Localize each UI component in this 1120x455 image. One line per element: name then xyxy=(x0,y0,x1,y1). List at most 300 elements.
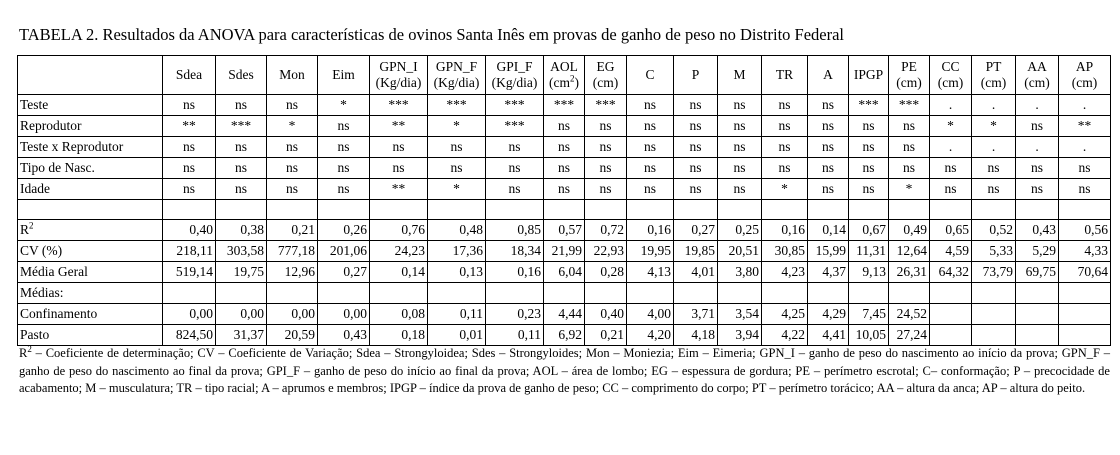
table-cell: ns xyxy=(318,158,370,179)
table-cell: 4,22 xyxy=(762,325,808,346)
table-cell: ns xyxy=(318,116,370,137)
table-cell: . xyxy=(1059,95,1111,116)
column-header-unit: (cm) xyxy=(896,75,922,90)
empty-cell xyxy=(370,283,428,304)
table-cell: 7,45 xyxy=(849,304,889,325)
table-cell: ns xyxy=(267,158,318,179)
column-header-name: Eim xyxy=(332,67,355,82)
table-cell: 22,93 xyxy=(585,241,627,262)
table-cell: ns xyxy=(762,95,808,116)
table-cell xyxy=(1059,304,1111,325)
table-cell: . xyxy=(930,137,972,158)
table-cell: ns xyxy=(585,137,627,158)
table-cell: ns xyxy=(889,116,930,137)
column-header-name: AOL xyxy=(550,59,578,74)
table-cell: 218,11 xyxy=(163,241,216,262)
table-cell xyxy=(972,325,1016,346)
table-cell: 0,14 xyxy=(370,262,428,283)
column-header-name: PE xyxy=(901,59,917,74)
table-cell: ns xyxy=(1016,179,1059,200)
table-cell: ns xyxy=(267,137,318,158)
row-label xyxy=(18,241,163,262)
row-label xyxy=(18,95,163,116)
row-label xyxy=(18,262,163,283)
table-cell: ns xyxy=(267,179,318,200)
table-cell: *** xyxy=(428,95,486,116)
column-header xyxy=(1016,56,1059,95)
empty-cell xyxy=(216,200,267,220)
table-cell: 0,16 xyxy=(627,220,674,241)
table-cell: ns xyxy=(674,158,718,179)
table-cell: ns xyxy=(370,137,428,158)
column-header-name: GPI_F xyxy=(496,59,533,74)
table-cell: ns xyxy=(216,95,267,116)
row-label-text: R xyxy=(20,222,30,237)
empty-cell xyxy=(486,283,544,304)
table-cell: . xyxy=(930,95,972,116)
table-cell: 3,94 xyxy=(718,325,762,346)
empty-cell xyxy=(1059,283,1111,304)
table-cell: ns xyxy=(544,137,585,158)
column-header-unit: (cm) xyxy=(1071,75,1098,90)
column-header-unit: (cm) xyxy=(980,75,1007,90)
column-header-name: EG xyxy=(596,59,615,74)
column-header-name: AP xyxy=(1075,59,1094,74)
table-cell: 4,25 xyxy=(762,304,808,325)
empty-cell xyxy=(718,200,762,220)
table-cell: 0,01 xyxy=(428,325,486,346)
table-cell: 0,00 xyxy=(267,304,318,325)
empty-cell xyxy=(718,283,762,304)
table-cell: * xyxy=(930,116,972,137)
column-header xyxy=(808,56,849,95)
table-cell: 0,16 xyxy=(486,262,544,283)
table-cell: ns xyxy=(163,179,216,200)
table-cell: 0,40 xyxy=(163,220,216,241)
column-header xyxy=(163,56,216,95)
column-header-name: CC xyxy=(941,59,960,74)
table-cell: ns xyxy=(486,158,544,179)
table-cell: ns xyxy=(627,95,674,116)
column-header xyxy=(428,56,486,95)
table-cell: ** xyxy=(163,116,216,137)
table-cell: ns xyxy=(627,137,674,158)
table-cell: 0,43 xyxy=(318,325,370,346)
table-cell: ns xyxy=(762,158,808,179)
table-cell: 19,85 xyxy=(674,241,718,262)
table-cell: 5,29 xyxy=(1016,241,1059,262)
means-row xyxy=(18,304,1111,325)
table-cell: ns xyxy=(718,137,762,158)
spacer-row xyxy=(18,200,1111,220)
column-header xyxy=(318,56,370,95)
table-cell: 0,72 xyxy=(585,220,627,241)
table-cell: 0,43 xyxy=(1016,220,1059,241)
table-cell: ns xyxy=(163,158,216,179)
empty-cell xyxy=(627,200,674,220)
table-cell xyxy=(1016,304,1059,325)
empty-cell xyxy=(762,283,808,304)
anova-table xyxy=(17,55,1111,346)
row-label-text: Reprodutor xyxy=(20,118,82,133)
table-cell: 15,99 xyxy=(808,241,849,262)
table-cell: * xyxy=(428,116,486,137)
table-cell: 6,92 xyxy=(544,325,585,346)
significance-row xyxy=(18,137,1111,158)
column-header xyxy=(585,56,627,95)
column-header-unit: (cm) xyxy=(937,75,964,90)
column-header xyxy=(267,56,318,95)
table-cell: ns xyxy=(808,158,849,179)
column-header-unit: (cm xyxy=(549,75,570,90)
table-cell: ns xyxy=(216,179,267,200)
table-cell: ns xyxy=(930,179,972,200)
table-cell: 0,23 xyxy=(486,304,544,325)
table-cell: 0,14 xyxy=(808,220,849,241)
footnote-r2-superscript: 2 xyxy=(27,343,32,354)
column-header-unit-superscript: 2 xyxy=(570,73,575,84)
table-cell: ns xyxy=(544,158,585,179)
header-corner-cell xyxy=(18,56,163,95)
table-cell: 0,00 xyxy=(163,304,216,325)
row-label-text: Pasto xyxy=(20,327,50,342)
table-cell: 824,50 xyxy=(163,325,216,346)
table-cell: 0,76 xyxy=(370,220,428,241)
table-cell: 4,33 xyxy=(1059,241,1111,262)
table-cell: 0,28 xyxy=(585,262,627,283)
table-cell xyxy=(1059,325,1111,346)
table-cell: ns xyxy=(889,137,930,158)
means-row xyxy=(18,325,1111,346)
row-label xyxy=(18,220,163,241)
table-cell: ns xyxy=(930,158,972,179)
column-header-unit: (Kg/dia) xyxy=(491,75,538,90)
table-cell: 4,59 xyxy=(930,241,972,262)
row-label xyxy=(18,304,163,325)
empty-cell xyxy=(808,283,849,304)
column-header xyxy=(674,56,718,95)
empty-cell xyxy=(674,200,718,220)
table-cell xyxy=(930,325,972,346)
statistic-row xyxy=(18,262,1111,283)
table-cell: 201,06 xyxy=(318,241,370,262)
table-cell: 4,18 xyxy=(674,325,718,346)
table-cell: * xyxy=(428,179,486,200)
table-cell: 3,80 xyxy=(718,262,762,283)
column-header-unit: (Kg/dia) xyxy=(433,75,480,90)
table-cell: 0,49 xyxy=(889,220,930,241)
column-header xyxy=(930,56,972,95)
table-cell xyxy=(930,304,972,325)
table-cell: ns xyxy=(1059,179,1111,200)
significance-row xyxy=(18,116,1111,137)
empty-cell xyxy=(267,200,318,220)
table-cell: 0,00 xyxy=(318,304,370,325)
table-cell: 0,11 xyxy=(486,325,544,346)
table-cell: 30,85 xyxy=(762,241,808,262)
empty-cell xyxy=(544,200,585,220)
column-header xyxy=(216,56,267,95)
empty-cell xyxy=(1016,283,1059,304)
row-label-text: Teste xyxy=(20,97,49,112)
table-footnote xyxy=(19,345,1110,398)
empty-cell xyxy=(216,283,267,304)
table-cell: 19,75 xyxy=(216,262,267,283)
column-header xyxy=(544,56,585,95)
table-cell: 6,04 xyxy=(544,262,585,283)
table-cell: 9,13 xyxy=(849,262,889,283)
footnote-r2-symbol: R xyxy=(19,346,28,360)
column-header-name: Sdes xyxy=(228,67,254,82)
table-cell: ns xyxy=(486,179,544,200)
column-header-name: M xyxy=(733,67,746,82)
table-cell: * xyxy=(267,116,318,137)
table-cell: 4,00 xyxy=(627,304,674,325)
column-header xyxy=(486,56,544,95)
anova-table-container xyxy=(17,55,1110,346)
empty-cell xyxy=(318,200,370,220)
table-cell: 4,37 xyxy=(808,262,849,283)
table-cell: ns xyxy=(972,158,1016,179)
column-header-unit: (cm) xyxy=(592,75,619,90)
row-label xyxy=(18,158,163,179)
table-cell: ns xyxy=(318,137,370,158)
table-cell: ns xyxy=(627,116,674,137)
table-cell: 26,31 xyxy=(889,262,930,283)
table-cell: ns xyxy=(718,95,762,116)
table-cell: ns xyxy=(849,116,889,137)
table-cell: 0,52 xyxy=(972,220,1016,241)
table-header-row xyxy=(18,56,1111,95)
table-cell: ns xyxy=(216,158,267,179)
table-cell: 18,34 xyxy=(486,241,544,262)
column-header-name: C xyxy=(645,67,655,82)
table-cell: ns xyxy=(718,179,762,200)
table-cell: 0,40 xyxy=(585,304,627,325)
table-cell: ns xyxy=(674,179,718,200)
table-cell: ns xyxy=(318,179,370,200)
table-cell: 519,14 xyxy=(163,262,216,283)
footnote-text: – Coeficiente de determinação; CV – Coeficiente de Variação; Sdea – Strongyloidea; Sdes – Strongyloides; Mon – Moniezia; Eim – Eimeria; GPN_I – ganho de peso do nascimento ao início da prova; GPN_F – ganho de peso do nascimento ao final da prova; GPI_F – ganho de peso do início ao final da prova; AOL – área de lombo; EG – espessura de gordura; PE – perímetro escrotal; C– conformação; P – precocidade de acabamento; M – musculatura; TR – tipo racial; A – aprumos e membros; IPGP – índice da prova de ganho de peso; CC – comprimento do corpo; PT – perímetro torácico; AA – altura da anca; AP – altura do peito. xyxy=(19,346,1110,395)
table-cell: ns xyxy=(674,137,718,158)
table-cell: ns xyxy=(1016,158,1059,179)
table-cell: ns xyxy=(1016,116,1059,137)
significance-row xyxy=(18,179,1111,200)
table-cell: 4,13 xyxy=(627,262,674,283)
row-label-text: Tipo de Nasc. xyxy=(20,160,95,175)
empty-cell xyxy=(674,283,718,304)
table-cell: ns xyxy=(849,158,889,179)
table-cell: 70,64 xyxy=(1059,262,1111,283)
empty-cell xyxy=(1016,200,1059,220)
table-cell: ns xyxy=(674,116,718,137)
empty-cell xyxy=(585,283,627,304)
table-cell: 0,48 xyxy=(428,220,486,241)
empty-cell xyxy=(627,283,674,304)
table-cell: 4,29 xyxy=(808,304,849,325)
table-cell: ns xyxy=(585,158,627,179)
column-header-name: IPGP xyxy=(853,67,884,82)
significance-row xyxy=(18,95,1111,116)
table-cell: ns xyxy=(762,137,808,158)
table-cell: * xyxy=(889,179,930,200)
table-cell: . xyxy=(972,95,1016,116)
table-cell: 0,67 xyxy=(849,220,889,241)
table-cell: 21,99 xyxy=(544,241,585,262)
table-cell: 64,32 xyxy=(930,262,972,283)
table-cell: 27,24 xyxy=(889,325,930,346)
empty-cell xyxy=(428,200,486,220)
empty-cell xyxy=(972,200,1016,220)
table-cell: ns xyxy=(163,95,216,116)
column-header xyxy=(889,56,930,95)
column-header-unit: (Kg/dia) xyxy=(375,75,422,90)
column-header xyxy=(370,56,428,95)
row-label-text: Confinamento xyxy=(20,306,98,321)
table-cell: 20,51 xyxy=(718,241,762,262)
empty-cell xyxy=(849,200,889,220)
table-cell: 73,79 xyxy=(972,262,1016,283)
table-caption: TABELA 2. Resultados da ANOVA para características de ovinos Santa Inês em provas de ganho de peso no Distrito Federal xyxy=(19,25,845,44)
empty-cell xyxy=(1059,200,1111,220)
table-cell: * xyxy=(972,116,1016,137)
empty-cell xyxy=(267,283,318,304)
empty-cell xyxy=(486,200,544,220)
table-cell: ns xyxy=(808,116,849,137)
empty-cell xyxy=(808,200,849,220)
empty-cell xyxy=(972,283,1016,304)
table-cell: ns xyxy=(428,158,486,179)
column-header-name: Sdea xyxy=(175,67,203,82)
table-cell: *** xyxy=(370,95,428,116)
column-header xyxy=(972,56,1016,95)
table-cell: 0,56 xyxy=(1059,220,1111,241)
empty-cell xyxy=(930,200,972,220)
table-cell: 24,52 xyxy=(889,304,930,325)
table-cell: 0,21 xyxy=(267,220,318,241)
column-header-name: GPN_F xyxy=(435,59,478,74)
column-header-name: A xyxy=(823,67,833,82)
row-label xyxy=(18,325,163,346)
table-cell xyxy=(1016,325,1059,346)
table-cell: 0,85 xyxy=(486,220,544,241)
table-cell: ns xyxy=(762,116,808,137)
table-cell: 0,38 xyxy=(216,220,267,241)
table-cell: 19,95 xyxy=(627,241,674,262)
table-cell: 31,37 xyxy=(216,325,267,346)
row-label-text: Idade xyxy=(20,181,50,196)
table-cell: ns xyxy=(808,137,849,158)
table-cell: ** xyxy=(370,116,428,137)
table-cell: ns xyxy=(216,137,267,158)
table-cell: ns xyxy=(889,158,930,179)
table-cell: ns xyxy=(163,137,216,158)
statistic-row xyxy=(18,241,1111,262)
column-header xyxy=(627,56,674,95)
table-cell: 11,31 xyxy=(849,241,889,262)
table-cell: 0,16 xyxy=(762,220,808,241)
empty-cell xyxy=(163,200,216,220)
empty-cell xyxy=(930,283,972,304)
table-cell: *** xyxy=(849,95,889,116)
table-cell: 4,20 xyxy=(627,325,674,346)
table-cell: ns xyxy=(718,158,762,179)
table-cell: 0,26 xyxy=(318,220,370,241)
empty-cell xyxy=(163,283,216,304)
table-cell: ns xyxy=(627,179,674,200)
table-cell: 69,75 xyxy=(1016,262,1059,283)
table-cell: 0,18 xyxy=(370,325,428,346)
table-cell: ns xyxy=(585,179,627,200)
significance-row xyxy=(18,158,1111,179)
row-label-text: CV (%) xyxy=(20,243,63,258)
table-cell: ns xyxy=(972,179,1016,200)
table-cell: *** xyxy=(544,95,585,116)
table-cell: ns xyxy=(808,95,849,116)
row-label-superscript: 2 xyxy=(29,220,34,231)
table-cell: 4,01 xyxy=(674,262,718,283)
table-cell: ns xyxy=(544,179,585,200)
table-cell: . xyxy=(1059,137,1111,158)
table-cell: *** xyxy=(889,95,930,116)
empty-cell xyxy=(428,283,486,304)
table-cell: ns xyxy=(849,137,889,158)
table-cell: 0,57 xyxy=(544,220,585,241)
table-cell: 4,41 xyxy=(808,325,849,346)
table-cell: 0,11 xyxy=(428,304,486,325)
table-cell: ns xyxy=(486,137,544,158)
column-header-name: P xyxy=(691,67,700,82)
table-cell: 0,13 xyxy=(428,262,486,283)
table-cell: ns xyxy=(718,116,762,137)
table-cell: ns xyxy=(808,179,849,200)
table-cell: ns xyxy=(370,158,428,179)
row-label-text: Teste x Reprodutor xyxy=(20,139,124,154)
table-cell: 777,18 xyxy=(267,241,318,262)
table-cell: 20,59 xyxy=(267,325,318,346)
table-cell: 10,05 xyxy=(849,325,889,346)
table-cell: . xyxy=(1016,95,1059,116)
table-cell: ns xyxy=(674,95,718,116)
medias-heading-row xyxy=(18,283,1111,304)
table-cell: 0,27 xyxy=(674,220,718,241)
table-cell: 12,64 xyxy=(889,241,930,262)
table-cell: *** xyxy=(486,95,544,116)
column-header-name: Mon xyxy=(279,67,305,82)
table-cell: ** xyxy=(1059,116,1111,137)
empty-cell xyxy=(889,283,930,304)
medias-label: Médias: xyxy=(18,283,163,304)
table-cell: 0,21 xyxy=(585,325,627,346)
table-cell: *** xyxy=(585,95,627,116)
column-header xyxy=(849,56,889,95)
table-cell: *** xyxy=(486,116,544,137)
table-cell: 12,96 xyxy=(267,262,318,283)
table-cell: * xyxy=(318,95,370,116)
table-cell: 0,08 xyxy=(370,304,428,325)
table-cell: ns xyxy=(428,137,486,158)
row-label-text: Média Geral xyxy=(20,264,88,279)
row-label xyxy=(18,116,163,137)
table-cell: ** xyxy=(370,179,428,200)
empty-cell xyxy=(18,200,163,220)
table-cell: 3,54 xyxy=(718,304,762,325)
empty-cell xyxy=(762,200,808,220)
table-cell: 0,00 xyxy=(216,304,267,325)
column-header-unit: (cm) xyxy=(1024,75,1050,90)
table-cell: * xyxy=(762,179,808,200)
column-header xyxy=(762,56,808,95)
